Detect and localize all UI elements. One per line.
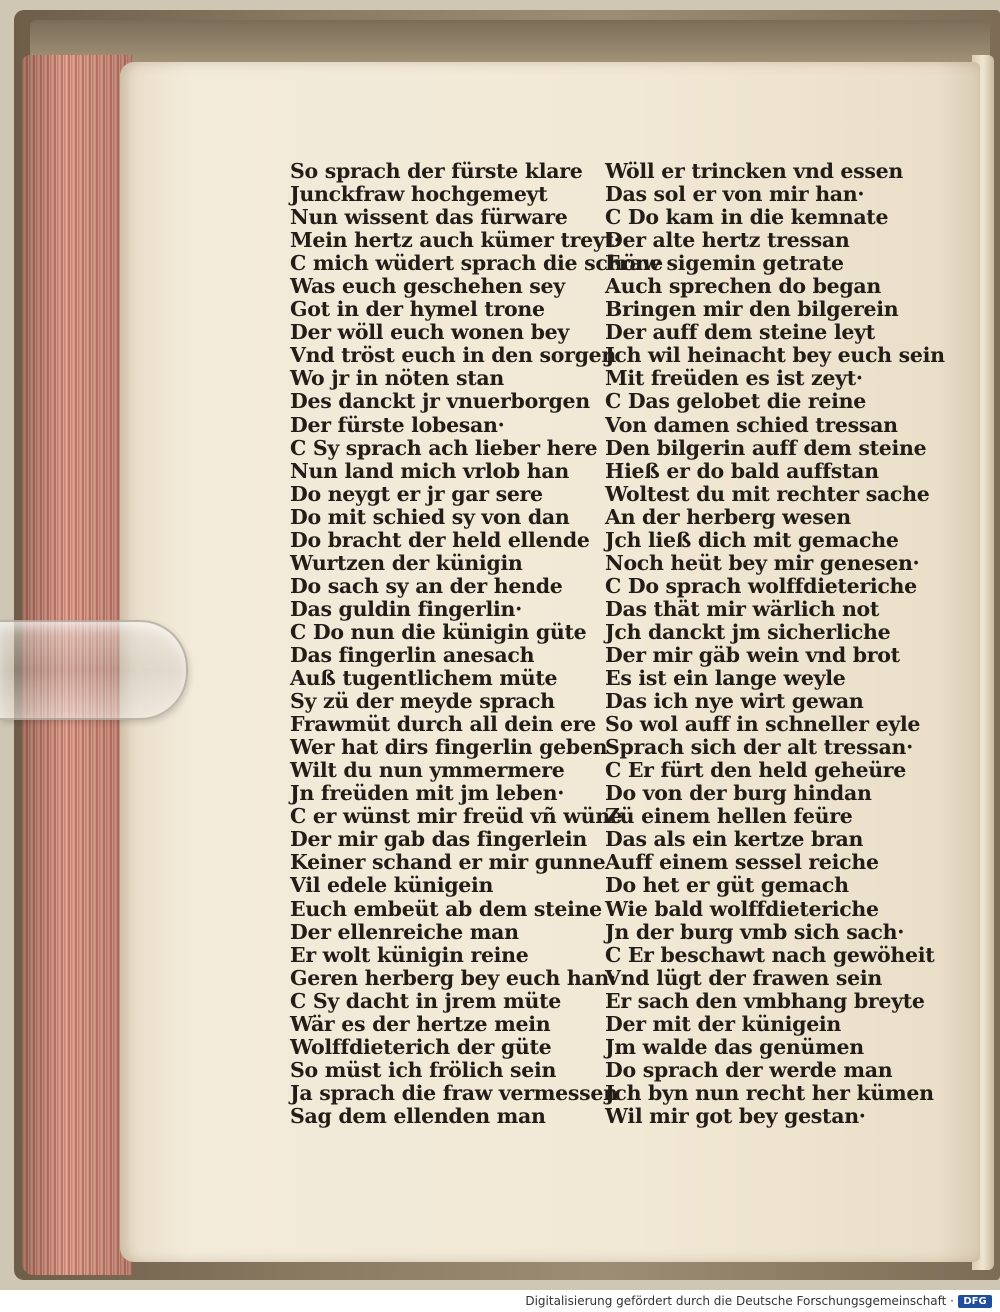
verse-line: Wie bald wolffdieteriche xyxy=(605,896,879,921)
verse-line: Wolffdieterich der güte xyxy=(290,1034,552,1059)
verse-line: Jn freüden mit jm leben· xyxy=(290,781,565,806)
verse-line: C Das gelobet die reine xyxy=(605,389,866,414)
verse-line: Do bracht der held ellende xyxy=(290,527,590,552)
verse-line: Keiner schand er mir gunne xyxy=(290,850,606,875)
verse-line: Nun land mich vrlob han xyxy=(290,458,569,483)
verse-line: Got in der hymel trone xyxy=(290,297,545,322)
verse-line: C Do nun die künigin güte xyxy=(290,619,587,644)
verse-line: Euch embeüt ab dem steine xyxy=(290,896,602,921)
verse-line: Do mit schied sy von dan xyxy=(290,504,570,529)
verse-line: Jn der burg vmb sich sach· xyxy=(605,919,905,944)
verse-line: Wär es der hertze mein xyxy=(290,1011,551,1036)
verse-line: Bringen mir den bilgerein xyxy=(605,297,899,322)
verse-line: C Er beschawt nach gewöheit xyxy=(605,942,935,967)
verse-line: Das thät mir wärlich not xyxy=(605,596,880,621)
verse-line: Was euch geschehen sey xyxy=(290,274,565,299)
verse-line: Wil mir got bey gestan· xyxy=(605,1103,866,1128)
verse-line: Noch heüt bey mir genesen· xyxy=(605,550,920,575)
verse-line: Do sprach der werde man xyxy=(605,1057,893,1082)
verse-line: An der herberg wesen xyxy=(605,504,851,529)
verse-line: Das guldin fingerlin· xyxy=(290,596,522,621)
verse-line: Zü einem hellen feüre xyxy=(605,804,853,829)
verse-line: Der ellenreiche man xyxy=(290,919,519,944)
verse-line: Es ist ein lange weyle xyxy=(605,666,846,691)
verse-line: Auff einem sessel reiche xyxy=(605,850,879,875)
verse-line: Sprach sich der alt tressan· xyxy=(605,735,913,760)
verse-line: Vil edele künigein xyxy=(290,873,494,898)
verse-line: C er wünst mir freüd vñ wüne xyxy=(290,804,623,829)
verse-line: Der mir gäb wein vnd brot xyxy=(605,642,900,667)
verse-line: Er wolt künigin reine xyxy=(290,942,529,967)
verse-line: So sprach der fürste klare xyxy=(290,159,583,183)
footer-bar xyxy=(0,1292,1000,1312)
verse-line: Frawmüt durch all dein ere xyxy=(290,712,596,737)
verse-line: C Do kam in die kemnate xyxy=(605,205,889,230)
verse-line: Das ich nye wirt gewan xyxy=(605,689,864,714)
verse-line: Junckfraw hochgemeyt xyxy=(290,182,548,207)
verse-line: Das fingerlin anesach xyxy=(290,642,535,667)
verse-line: C Er fürt den held geheüre xyxy=(605,758,907,783)
glass-page-weight xyxy=(0,620,188,720)
verse-line: Der mit der künigein xyxy=(605,1011,842,1036)
verse-line: Auß tugentlichem müte xyxy=(290,666,558,691)
verse-line: Den bilgerin auff dem steine xyxy=(605,435,927,460)
verse-line: Auch sprechen do began xyxy=(605,274,881,299)
verse-line: Do het er güt gemach xyxy=(605,873,849,898)
verse-line: So müst ich frölich sein xyxy=(290,1057,557,1082)
verse-line: Geren herberg bey euch han· xyxy=(290,965,616,990)
verse-line: Von damen schied tressan xyxy=(605,412,898,437)
verse-line: Das sol er von mir han· xyxy=(605,182,865,207)
verse-line: Jm walde das genümen xyxy=(605,1034,864,1059)
verse-line: Der fürste lobesan· xyxy=(290,412,505,437)
verse-line: Er sach den vmbhang breyte xyxy=(605,988,925,1013)
verse-line: Das als ein kertze bran xyxy=(605,827,864,852)
verse-line: Hieß er do bald auffstan xyxy=(605,458,879,483)
verse-line: Ja sprach die fraw vermessen xyxy=(290,1080,618,1105)
verse-line: Jch danckt jm sicherliche xyxy=(605,619,891,644)
verse-line: Wurtzen der künigin xyxy=(290,550,523,575)
verse-line: Woltest du mit rechter sache xyxy=(605,481,930,506)
verse-line: Jch byn nun recht her kümen xyxy=(605,1080,934,1105)
verse-line: Nun wissent das fürware xyxy=(290,205,568,230)
dfg-logo-icon: DFG xyxy=(958,1295,992,1308)
verse-line: Des danckt jr vnuerborgen xyxy=(290,389,590,414)
footer-credit: Digitalisierung gefördert durch die Deutsche Forschungsgemeinschaft · xyxy=(525,1294,954,1308)
verse-line: Do von der burg hindan xyxy=(605,781,872,806)
verse-line: Der mir gab das fingerlein xyxy=(290,827,587,852)
verse-line: Wo jr in nöten stan xyxy=(290,366,504,391)
verse-line: Sag dem ellenden man xyxy=(290,1103,546,1128)
verse-line: Vnd lügt der frawen sein xyxy=(605,965,882,990)
verse-line: C Sy sprach ach lieber here xyxy=(290,435,598,460)
verse-line: C Do sprach wolffdieteriche xyxy=(605,573,917,598)
verse-line: C Sy dacht in jrem müte xyxy=(290,988,562,1013)
verse-line: Der auff dem steine leyt xyxy=(605,320,875,345)
verse-line: Mein hertz auch kümer treyt· xyxy=(290,228,621,253)
verse-line: C mich wüdert sprach die schöne xyxy=(290,251,663,276)
verse-line: Vnd tröst euch in den sorgen xyxy=(290,343,616,368)
verse-line: Der wöll euch wonen bey xyxy=(290,320,569,345)
verse-line: Jch wil heinacht bey euch sein xyxy=(605,343,945,368)
verse-line: Jch ließ dich mit gemache xyxy=(605,527,899,552)
verse-line: Der alte hertz tressan xyxy=(605,228,850,253)
verse-line: Mit freüden es ist zeyt· xyxy=(605,366,863,391)
verse-line: Sy zü der meyde sprach xyxy=(290,689,555,714)
verse-line: Fraw sigemin getrate xyxy=(605,251,844,276)
text-column-right xyxy=(605,160,945,1128)
verse-line: Wöll er trincken vnd essen xyxy=(605,159,904,183)
verse-line: Wer hat dirs fingerlin geben xyxy=(290,735,608,760)
verse-line: Do sach sy an der hende xyxy=(290,573,563,598)
verse-line: Do neygt er jr gar sere xyxy=(290,481,543,506)
verse-line: So wol auff in schneller eyle xyxy=(605,712,921,737)
verse-line: Wilt du nun ymmermere xyxy=(290,758,565,783)
book-cover-edge xyxy=(30,20,990,65)
